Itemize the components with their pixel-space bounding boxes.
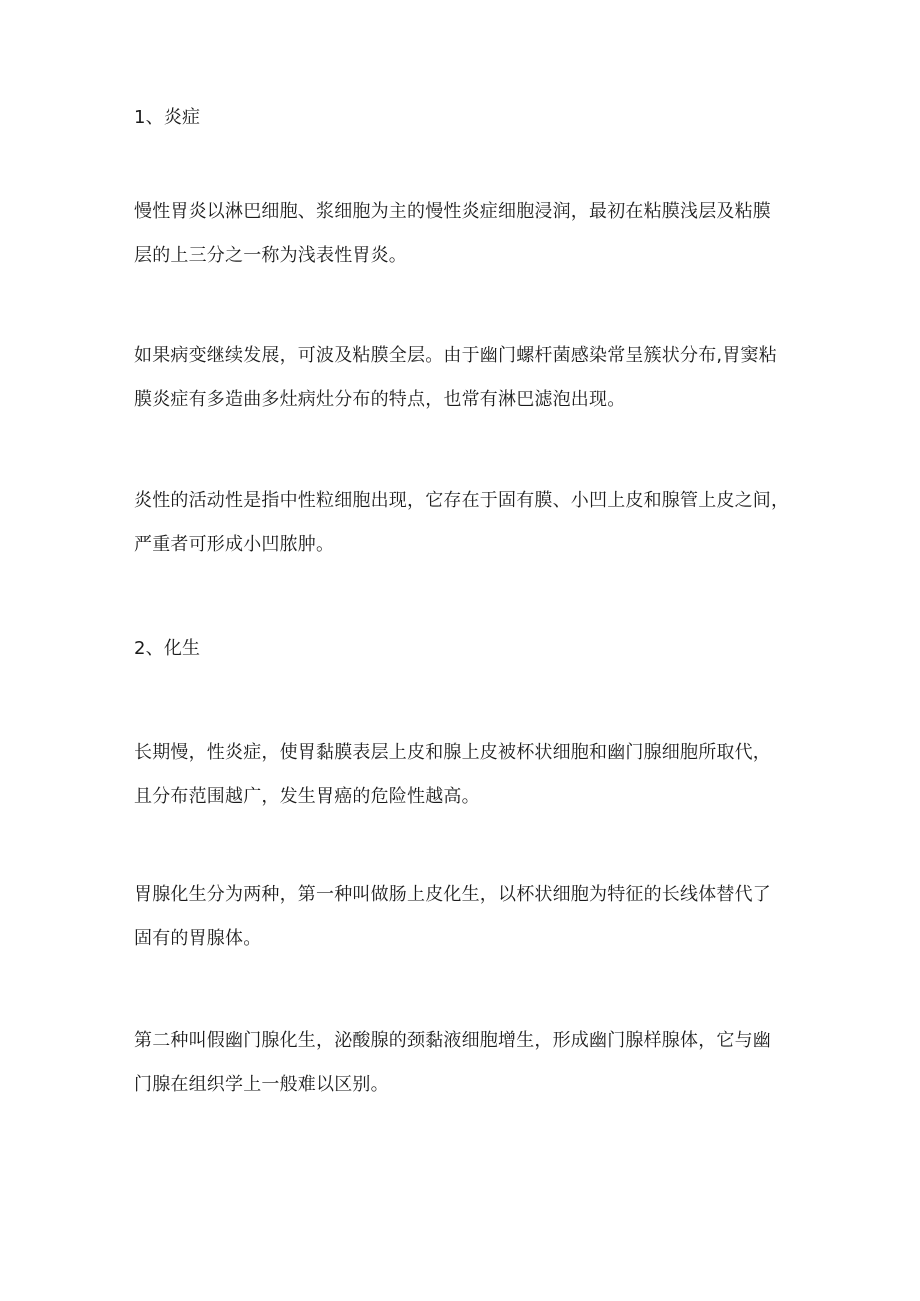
paragraph-line: 严重者可形成小凹脓肿。: [134, 534, 335, 555]
heading-text: 1、炎症: [134, 107, 201, 128]
paragraph-line: 膜炎症有多造曲多灶病灶分布的特点，也常有淋巴滤泡出现。: [134, 389, 626, 410]
paragraph: [134, 873, 804, 961]
paragraph: [134, 731, 804, 819]
paragraph: [134, 1019, 804, 1107]
paragraph-line: 如果病变继续发展，可波及粘膜全层。由于幽门螺杆菌感染常呈簇状分布,胃窦粘: [134, 345, 777, 366]
paragraph-line: 第二种叫假幽门腺化生，泌酸腺的颈黏液细胞增生，形成幽门腺样腺体，它与幽: [134, 1030, 771, 1051]
paragraph-line: 门腺在组织学上一般难以区别。: [134, 1074, 389, 1095]
paragraph-line: 长期慢，性炎症，使胃黏膜表层上皮和腺上皮被杯状细胞和幽门腺细胞所取代，: [134, 742, 771, 763]
paragraph: [134, 479, 804, 567]
paragraph-line: 层的上三分之一称为浅表性胃炎。: [134, 245, 407, 266]
paragraph-line: 炎性的活动性是指中性粒细胞出现，它存在于固有膜、小凹上皮和腺管上皮之间，: [134, 490, 790, 511]
paragraph-line: 固有的胃腺体。: [134, 928, 262, 949]
paragraph-line: 胃腺化生分为两种，第一种叫做肠上皮化生，以杯状细胞为特征的长线体替代了: [134, 884, 771, 905]
heading-text: 2、化生: [134, 638, 201, 659]
paragraph: [134, 334, 804, 422]
section-heading-metaplasia: [134, 627, 804, 671]
paragraph-line: 且分布范围越广，发生胃癌的危险性越高。: [134, 786, 480, 807]
section-heading-inflammation: [134, 96, 804, 140]
paragraph: [134, 190, 804, 278]
paragraph-line: 慢性胃炎以淋巴细胞、浆细胞为主的慢性炎症细胞浸润，最初在粘膜浅层及粘膜: [134, 201, 771, 222]
